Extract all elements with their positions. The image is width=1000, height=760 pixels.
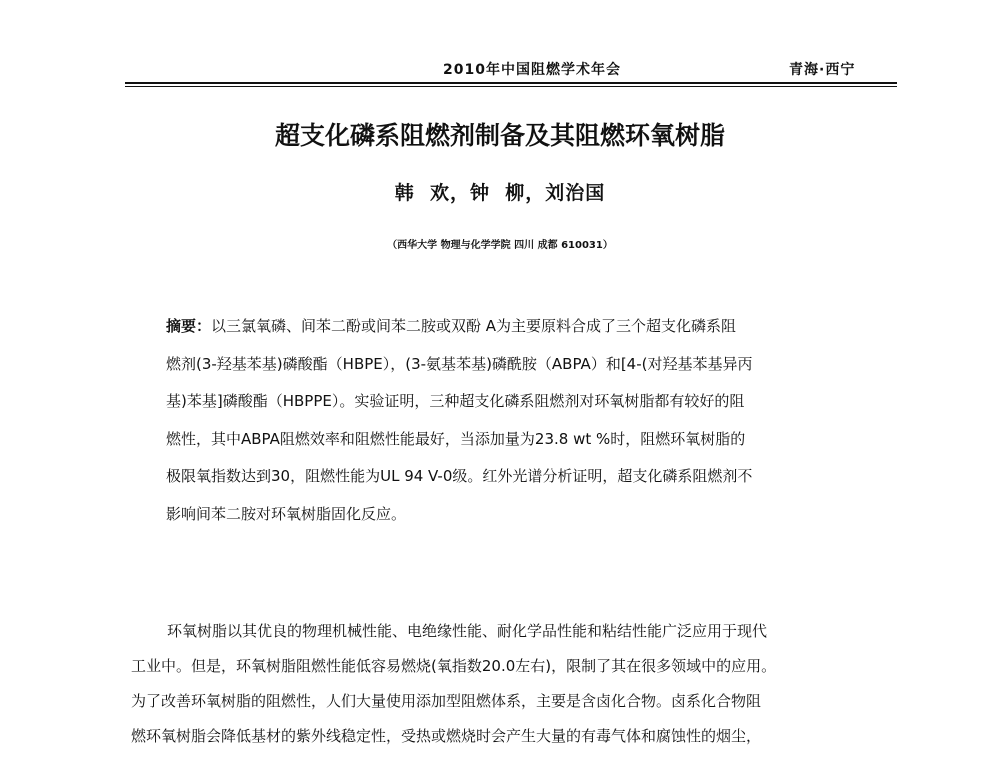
body-line: 燃环氧树脂会降低基材的紫外线稳定性，受热或燃烧时会产生大量的有毒气体和腐蚀性的烟尘， [131,727,762,745]
abstract [166,315,866,540]
body-line: 工业中。但是，环氧树脂阻燃性能低容易燃烧(氧指数20.0左右)，限制了其在很多领域中的应用。 [131,657,777,675]
abstract-line: 基)苯基]磷酸酯（HBPPE）。实验证明，三种超支化磷系阻燃剂对环氧树脂都有较好的阻 [166,392,745,410]
header-rule [125,82,897,87]
body-line: 环氧树脂以其优良的物理机械性能、电绝缘性能、耐化学品性能和粘结性能广泛应用于现代 [167,622,768,640]
conference-header: 2010年中国阻燃学术年会 [443,62,621,78]
abstract-line: 燃剂(3-羟基苯基)磷酸酯（HBPE），(3-氨基苯基)磷酰胺（ABPA）和[4-(对羟基苯基异丙 [166,354,753,373]
abstract-text: 以三氯氧磷、间苯二酚或间苯二胺或双酚 A为主要原料合成了三个超支化磷系阻 [211,317,737,335]
paper-title: 超支化磷系阻燃剂制备及其阻燃环氧树脂 [274,121,725,150]
affiliation: （西华大学 物理与化学学院 四川 成都 610031） [387,240,613,251]
author-list: 韩 欢，钟 柳，刘治国 [394,182,606,204]
abstract-line: 极限氧指数达到30，阻燃性能为UL 94 V-0级。红外光谱分析证明，超支化磷系阻燃剂不 [166,467,753,485]
abstract-line: 燃性，其中ABPA阻燃效率和阻燃性能最好，当添加量为23.8 wt %时，阻燃环氧树脂的 [166,429,746,448]
body-line: 为了改善环氧树脂的阻燃性，人们大量使用添加型阻燃体系，主要是含卤化合物。卤系化合物阻 [131,692,762,710]
body-text [131,620,901,760]
abstract-line: 影响间苯二胺对环氧树脂固化反应。 [166,504,407,523]
conference-location: 青海·西宁 [789,62,856,78]
abstract-label: 摘要： [166,317,212,335]
abstract-line [166,315,866,353]
